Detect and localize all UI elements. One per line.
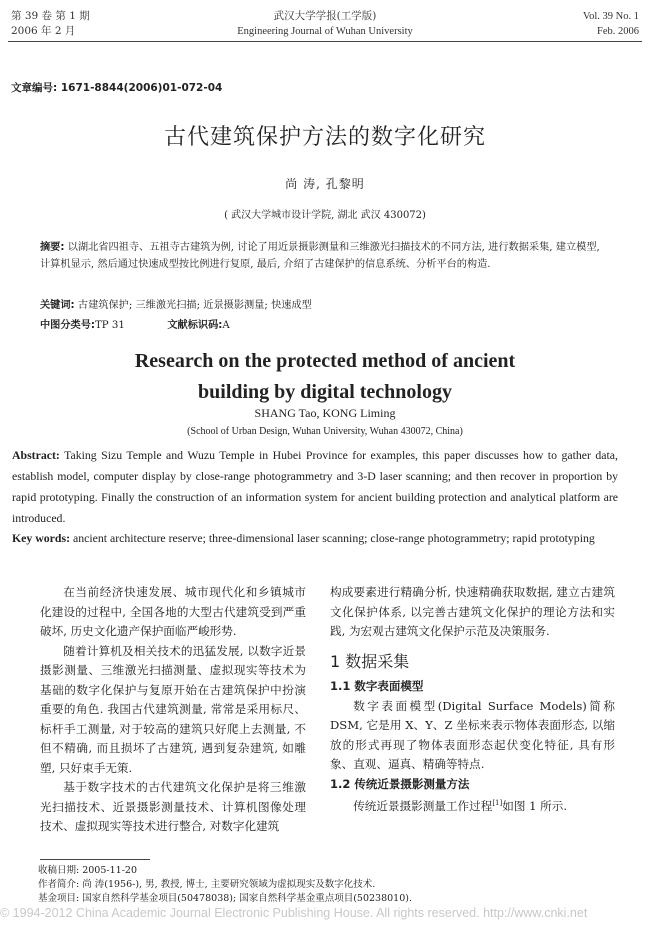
volume-issue-en: Vol. 39 No. 1	[582, 11, 639, 22]
keywords-en	[12, 528, 618, 549]
title-en-line-2: building by digital technology	[198, 381, 452, 403]
abstract-en	[12, 445, 618, 529]
abstract-en-label: Abstract:	[12, 448, 60, 462]
keywords-en-text: ancient architecture reserve; three-dimensional laser scanning; close-range photogrammetry; rapid prototyping	[72, 531, 595, 545]
paragraph	[330, 794, 615, 816]
paragraph-text: 传统近景摄影测量工作过程	[353, 798, 493, 813]
doc-code-label: 文献标识码:	[167, 320, 223, 331]
title-en	[0, 346, 650, 408]
body-right-column	[330, 583, 615, 816]
body-left-column	[40, 583, 306, 837]
affiliation-cn: ( 武汉大学城市设计学院, 湖北 武汉 430072)	[224, 210, 426, 221]
footnote-divider	[40, 859, 150, 860]
copyright-watermark: © 1994-2012 China Academic Journal Electronic Publishing House. All rights reserved. http://www.cnki.net	[0, 906, 588, 920]
paragraph-text: 如图 1 所示.	[502, 798, 568, 813]
keywords-cn-label: 关键词:	[40, 300, 75, 311]
paragraph: 构成要素进行精确分析, 快速精确获取数据, 建立古建筑文化保护体系, 以完善古建筑文化保护的理论方法和实践, 为宏观古建筑文化保护示范及决策服务.	[330, 585, 615, 638]
issue-date-en: Feb. 2006	[597, 26, 639, 37]
authors-cn: 尚 涛, 孔黎明	[285, 177, 365, 191]
header-right	[583, 9, 639, 39]
footnotes	[38, 864, 412, 906]
abstract-en-text: Taking Sizu Temple and Wuzu Temple in Hubei Province for examples, this paper discusses how to gather data, establish model, computer display by close-range photogrammetry and 3-D laser scanning; and then recover in proportion by rapid prototyping. Finally the construction of an information system for ancient building protection and analytical platform are introduced.	[12, 448, 618, 525]
section-heading-1-1: 1.1 数字表面模型	[330, 679, 424, 693]
abstract-cn-label: 摘要:	[40, 242, 65, 253]
keywords-cn	[40, 298, 608, 315]
keywords-cn-text: 古建筑保护; 三维激光扫描; 近景摄影测量; 快速成型	[77, 300, 312, 311]
authors-en: SHANG Tao, KONG Liming	[254, 406, 396, 420]
paragraph: 数字表面模型(Digital Surface Models)简称 DSM, 它是用 X、Y、Z 坐标来表示物体表面形态, 以缩放的形式再现了物体表面形态起伏变化特征, 具有形象、直观、逼真、精确等特点.	[330, 698, 615, 771]
keywords-en-label: Key words:	[12, 531, 70, 545]
clc-value: TP 31	[95, 320, 125, 331]
title-en-line-1: Research on the protected method of ancient	[134, 350, 516, 372]
volume-issue: 第 39 卷 第 1 期	[11, 10, 90, 22]
issue-date: 2006 年 2 月	[11, 25, 76, 37]
paragraph: 随着计算机及相关技术的迅猛发展, 以数字近景摄影测量、三维激光扫描测量、虚拟现实等技术为基础的数字化保护与复原开始在古建筑保护中扮演重要的角色. 我国古代建筑测量, 常常是采用标尺、标杆手工测量, 对于较高的建筑只好爬上去测量, 不但不精确, 而且损坏了古建筑, 遇到复杂建筑, 如雕塑, 只好束手无策.	[40, 643, 306, 775]
footnote-received: 收稿日期: 2005-11-20	[38, 865, 137, 876]
footnote-fund: 基金项目: 国家自然科学基金项目(50478038); 国家自然科学基金重点项目(50238010).	[38, 893, 412, 904]
section-heading-1: 1 数据采集	[330, 651, 410, 671]
journal-name-en: Engineering Journal of Wuhan University	[237, 26, 413, 37]
clc-label: 中图分类号:	[40, 320, 96, 331]
classification	[40, 318, 608, 335]
section-heading-1-2: 1.2 传统近景摄影测量方法	[330, 776, 470, 791]
doc-code-value: A	[222, 320, 230, 331]
abstract-cn-text: 以湖北省四祖寺、五祖寺古建筑为例, 讨论了用近景摄影测量和三维激光扫描技术的不同方法, 进行数据采集, 建立模型, 计算机显示, 然后通过快速成型按比例进行复原, 最后, 介绍了古建保护的信息系统、分析平台的构造.	[40, 242, 600, 270]
abstract-cn	[40, 240, 608, 273]
article-number: 文章编号: 1671-8844(2006)01-072-04	[11, 82, 223, 94]
reference-marker: [1]	[492, 799, 503, 807]
footnote-author: 作者简介: 尚 涛(1956-), 男, 教授, 博士, 主要研究领域为虚拟现实及数字化技术.	[38, 879, 376, 890]
affiliation-en: (School of Urban Design, Wuhan University, Wuhan 430072, China)	[187, 426, 463, 437]
header-divider	[8, 41, 642, 42]
title-cn: 古代建筑保护方法的数字化研究	[163, 125, 486, 150]
paragraph: 基于数字技术的古代建筑文化保护是将三维激光扫描技术、近景摄影测量技术、计算机图像处理技术、虚拟现实等技术进行整合, 对数字化建筑	[40, 780, 306, 833]
header-center	[0, 9, 650, 39]
journal-name-cn: 武汉大学学报(工学版)	[273, 10, 377, 22]
paragraph: 在当前经济快速发展、城市现代化和乡镇城市化建设的过程中, 全国各地的大型古代建筑受到严重破坏, 历史文化遗产保护面临严峻形势.	[40, 585, 306, 638]
